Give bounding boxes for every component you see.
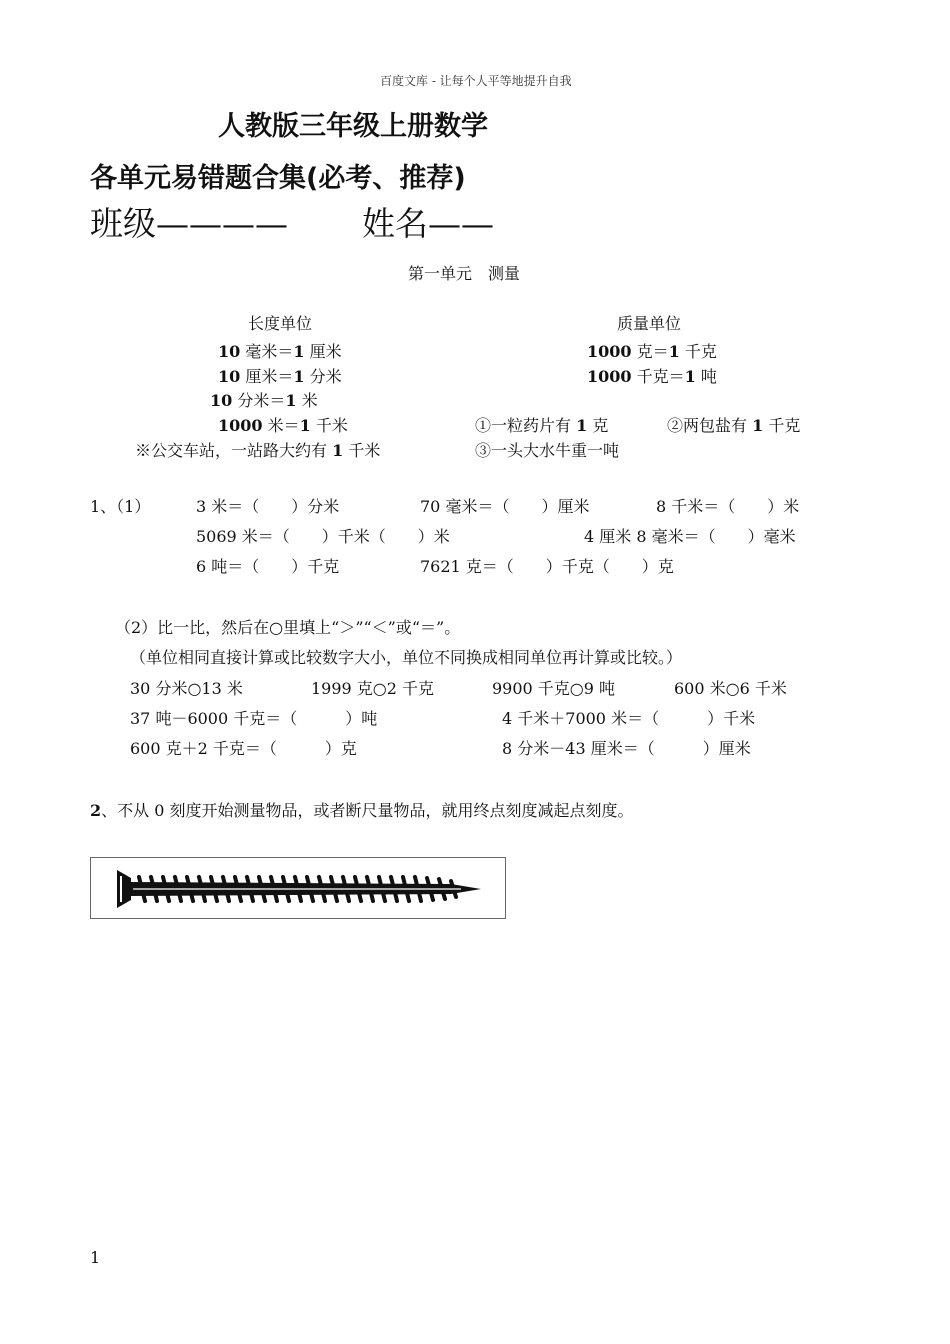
title-line-1: 人教版三年级上册数学 (218, 111, 488, 142)
q1-row3-item2: 7621 克＝（ ）千克（ ）克 (420, 557, 674, 576)
length-units-heading: 长度单位 (248, 314, 313, 333)
q1-part2-title: （2）比一比，然后在○里填上“＞”“＜”或“＝”。 (115, 618, 461, 637)
q1-label: 1、（1） (90, 497, 151, 516)
screw-icon (91, 858, 506, 919)
q1-row2-item2: 4 厘米 8 毫米＝（ ）毫米 (584, 527, 796, 546)
q1-row2-item1: 5069 米＝（ ）千米（ ）米 (196, 527, 450, 546)
mass-example-3: ③一头大水牛重一吨 (475, 441, 620, 460)
mass-example-1: ①一粒药片有 1 克 (475, 416, 609, 435)
mass-row-1: 1000 克＝1 千克 (587, 342, 717, 361)
length-row-4: 1000 米＝1 千米 (218, 416, 348, 435)
unit-title: 第一单元 测量 (408, 264, 521, 283)
class-label: 班级———— (90, 204, 288, 243)
mass-example-2: ②两包盐有 1 千克 (667, 416, 801, 435)
length-row-3: 10 分米＝1 米 (210, 391, 318, 410)
calc-row2-item1: 600 克＋2 千克＝（ ）克 (130, 739, 357, 758)
length-row-2: 10 厘米＝1 分米 (218, 367, 342, 386)
q1-row3-item1: 6 吨＝（ ）千克 (196, 557, 340, 576)
q2-text: 2、不从 0 刻度开始测量物品，或者断尺量物品，就用终点刻度减起点刻度。 (90, 801, 634, 820)
calc-row2-item2: 8 分米－43 厘米＝（ ）厘米 (502, 739, 751, 758)
title-line-2: 各单元易错题合集(必考、推荐) (90, 163, 466, 194)
page-header: 百度文库 - 让每个人平等地提升自我 (380, 74, 572, 88)
name-label: 姓名—— (362, 204, 494, 243)
calc-row1-item2: 4 千米＋7000 米＝（ ）千米 (502, 709, 756, 728)
mass-units-heading: 质量单位 (617, 314, 682, 333)
mass-row-2: 1000 千克＝1 吨 (587, 367, 717, 386)
q1-row1-item2: 70 毫米＝（ ）厘米 (420, 497, 590, 516)
compare-item-2: 1999 克○2 千克 (311, 679, 435, 698)
q1-row1-item3: 8 千米＝（ ）米 (656, 497, 800, 516)
q1-part2-note: （单位相同直接计算或比较数字大小，单位不同换成相同单位再计算或比较。） (130, 648, 683, 667)
q1-row1-item1: 3 米＝（ ）分米 (196, 497, 340, 516)
compare-item-1: 30 分米○13 米 (130, 679, 243, 698)
length-note: ※公交车站，一站路大约有 1 千米 (135, 441, 381, 460)
calc-row1-item1: 37 吨－6000 千克＝（ ）吨 (130, 709, 378, 728)
compare-item-3: 9900 千克○9 吨 (492, 679, 616, 698)
page-number: 1 (90, 1248, 101, 1267)
screw-image (90, 857, 506, 919)
compare-item-4: 600 米○6 千米 (674, 679, 787, 698)
length-row-1: 10 毫米＝1 厘米 (218, 342, 342, 361)
